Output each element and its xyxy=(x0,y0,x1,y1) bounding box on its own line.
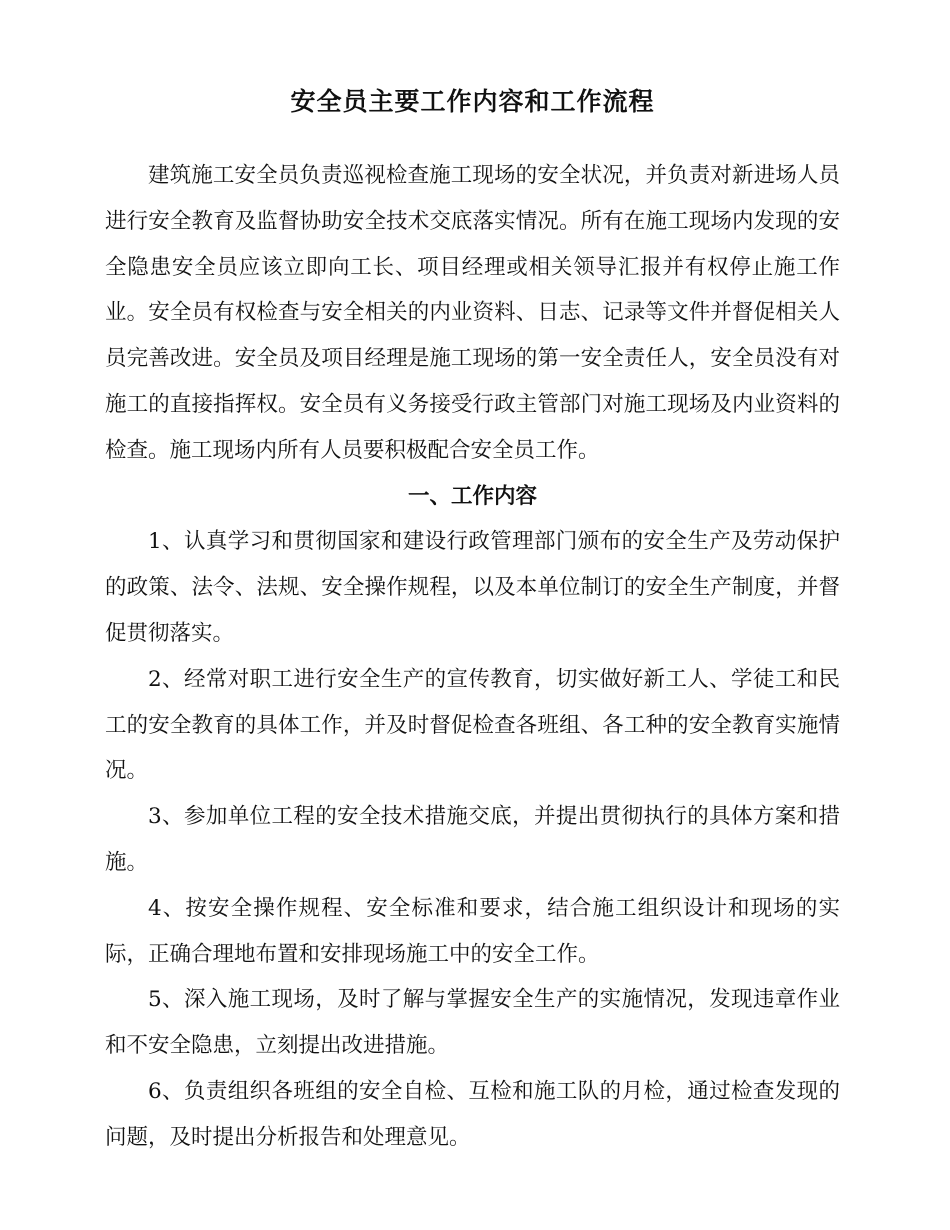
document-title: 安全员主要工作内容和工作流程 xyxy=(290,87,655,116)
list-item-5: 5、深入施工现场，及时了解与掌握安全生产的实施情况，发现违章作业和不安全隐患，立刻提出改进措施。 xyxy=(105,987,840,1059)
list-item-6: 6、负责组织各班组的安全自检、互检和施工队的月检，通过检查发现的问题，及时提出分析报告和处理意见。 xyxy=(105,1078,840,1150)
section-heading: 一、工作内容 xyxy=(407,483,537,509)
list-item-4: 4、按安全操作规程、安全标准和要求，结合施工组织设计和现场的实际，正确合理地布置和安排现场施工中的安全工作。 xyxy=(105,895,840,967)
list-item-1: 1、认真学习和贯彻国家和建设行政管理部门颁布的安全生产及劳动保护的政策、法令、法规、安全操作规程，以及本单位制订的安全生产制度，并督促贯彻落实。 xyxy=(105,529,840,646)
list-item-2: 2、经常对职工进行安全生产的宣传教育，切实做好新工人、学徒工和民工的安全教育的具体工作，并及时督促检查各班组、各工种的安全教育实施情况。 xyxy=(105,666,840,784)
list-item-3: 3、参加单位工程的安全技术措施交底，并提出贯彻执行的具体方案和措施。 xyxy=(105,804,840,875)
intro-paragraph: 建筑施工安全员负责巡视检查施工现场的安全状况，并负责对新进场人员进行安全教育及监督协助安全技术交底落实情况。所有在施工现场内发现的安全隐患安全员应该立即向工长、项目经理或相关领导汇报并有权停止施工作业。安全员有权检查与安全相关的内业资料、日志、记录等文件并督促相关人员完善改进。安全员及项目经理是施工现场的第一安全责任人，安全员没有对施工的直接指挥权。安全员有义务接受行政主管部门对施工现场及内业资料的检查。施工现场内所有人员要积极配合安全员工作。 xyxy=(105,163,840,463)
document-page xyxy=(105,78,840,1161)
